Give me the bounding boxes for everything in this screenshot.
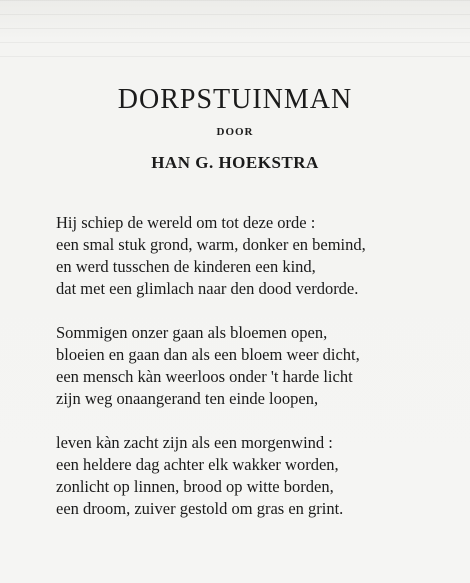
poem-line: een heldere dag achter elk wakker worden,: [56, 455, 339, 474]
poem-line: dat met een glimlach naar den dood verdorde.: [56, 279, 359, 298]
poem-line: leven kàn zacht zijn als een morgenwind :: [56, 433, 333, 452]
poem-line: Hij schiep de wereld om tot deze orde :: [56, 213, 316, 232]
poem-line: een smal stuk grond, warm, donker en bemind,: [56, 235, 366, 254]
poem-line: bloeien en gaan dan als een bloem weer dicht,: [56, 345, 360, 364]
stanza-2: [56, 322, 456, 410]
poem-line: een droom, zuiver gestold om gras en grint.: [56, 499, 344, 518]
poem-title: DORPSTUINMAN: [117, 84, 353, 115]
poem-body: [56, 212, 456, 542]
poem-line: zijn weg onaangerand ten einde loopen,: [56, 389, 319, 408]
poem-line: Sommigen onzer gaan als bloemen open,: [56, 323, 328, 342]
poem-line: zonlicht op linnen, brood op witte borden,: [56, 477, 334, 496]
stanza-3: [56, 432, 456, 520]
author-name: HAN G. HOEKSTRA: [151, 153, 319, 172]
stanza-1: [56, 212, 456, 300]
show-through-text: [0, 0, 470, 60]
poem-line: een mensch kàn weerloos onder 't harde licht: [56, 367, 353, 386]
poem-line: en werd tusschen de kinderen een kind,: [56, 257, 316, 276]
byline: DOOR: [216, 126, 254, 138]
